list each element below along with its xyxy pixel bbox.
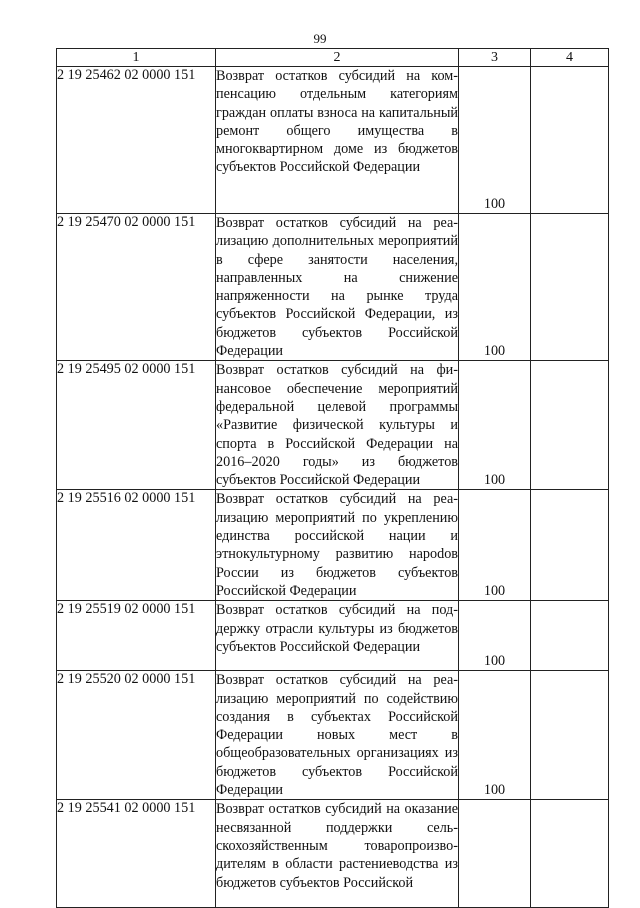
row-description: Возврат остатков субсидий на оказание несвязанной поддержки сельскохозяйственным товаропроизводителям в области растениеводства из бюджетов субъектов Российской xyxy=(216,800,459,908)
row-description: Возврат остатков субсидий на реализацию мероприятий по укреплению единства российской нации и этнокультурному развитию нароdов России из бюджетов субъектов Российской Федерации xyxy=(216,491,458,599)
row-col4 xyxy=(531,601,609,671)
row-col4 xyxy=(531,671,609,800)
row-description: Возврат остатков субсидий на реализацию дополнительных мероприятий в сфере занятости населения, направленных на снижение напряженности на рынке труда субъектов Российской Федерации, из бюджетов субъектов Российской Федерации xyxy=(216,215,458,360)
table-row xyxy=(57,490,609,601)
row-amount: 100 xyxy=(459,671,531,800)
row-description: Возврат остатков субсидий на реализацию мероприятий по содействию создания в субъектах Российской Федерации новых мест в общеобразовательных организациях из бюджетов субъектов Российской Федерации xyxy=(216,672,458,799)
table-row xyxy=(57,67,609,214)
table-body xyxy=(57,67,609,908)
budget-code: 2 19 25470 02 0000 151 xyxy=(57,214,216,361)
table-row xyxy=(57,361,609,490)
header-col-4: 4 xyxy=(531,49,609,67)
header-row xyxy=(57,49,609,67)
row-col4 xyxy=(531,214,609,361)
row-description: Возврат остатков субсидий на компенсацию отдельным категориям граждан оплаты взноса на капитальный ремонт общего имущества в многоквартирном доме из бюджетов субъектов Российской Федерации xyxy=(216,67,459,214)
row-amount: 100 xyxy=(459,361,531,490)
row-amount: 100 xyxy=(459,490,531,601)
row-description: Возврат остатков субсидий на финансовое обеспечение мероприятий федеральной целевой программы «Развитие физической культуры и спорта в Российской Федерации на 2016–2020 годы» из бюджетов субъектов Российской Федерации xyxy=(216,362,458,489)
row-amount: 100 xyxy=(459,67,531,214)
header-col-3: 3 xyxy=(459,49,531,67)
row-col4 xyxy=(531,361,609,490)
row-amount: 100 xyxy=(459,214,531,361)
table-row xyxy=(57,601,609,671)
row-col4 xyxy=(531,67,609,214)
budget-code: 2 19 25520 02 0000 151 xyxy=(57,671,216,800)
budget-code: 2 19 25519 02 0000 151 xyxy=(57,601,216,671)
budget-table xyxy=(56,48,609,908)
header-col-1: 1 xyxy=(57,49,216,67)
row-amount xyxy=(459,800,531,908)
table-row xyxy=(57,214,609,361)
row-col4 xyxy=(531,490,609,601)
table-row xyxy=(57,800,609,908)
header-col-2: 2 xyxy=(216,49,459,67)
table-row xyxy=(57,671,609,800)
row-description: Возврат остатков субсидий на поддержку отрасли культуры из бюджетов субъектов Российской Федерации xyxy=(216,601,459,671)
budget-code: 2 19 25516 02 0000 151 xyxy=(57,490,216,601)
row-amount: 100 xyxy=(459,601,531,671)
row-col4 xyxy=(531,800,609,908)
budget-code: 2 19 25541 02 0000 151 xyxy=(57,800,216,908)
page-number: 99 xyxy=(313,31,327,46)
table-header xyxy=(57,49,609,67)
budget-code: 2 19 25462 02 0000 151 xyxy=(57,67,216,214)
budget-code: 2 19 25495 02 0000 151 xyxy=(57,361,216,490)
